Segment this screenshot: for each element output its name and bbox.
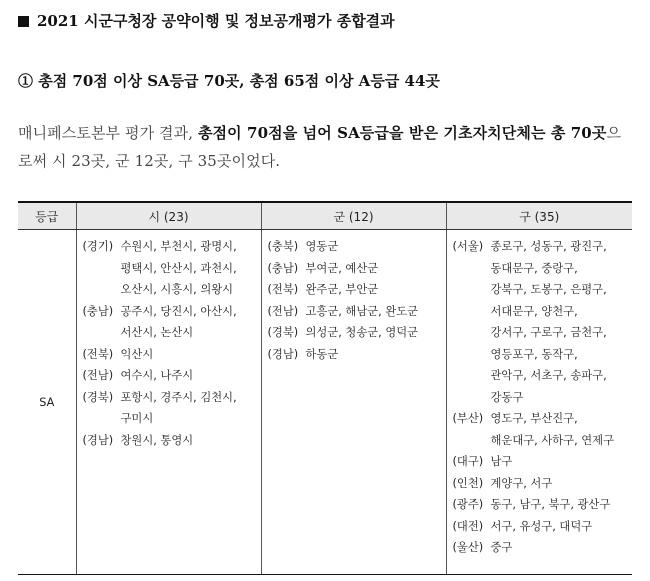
district-lines bbox=[491, 494, 633, 516]
region-label: (경남) bbox=[267, 347, 299, 361]
district-lines bbox=[491, 537, 633, 559]
region-label: (울산) bbox=[452, 541, 484, 554]
header-si: 시 (23) bbox=[76, 202, 261, 230]
district-line: 부여군, 예산군 bbox=[305, 261, 379, 275]
header-gu: 구 (35) bbox=[446, 202, 632, 230]
region-group bbox=[268, 301, 446, 323]
district-lines bbox=[491, 473, 633, 495]
district-line: 강동구 bbox=[490, 390, 524, 404]
region-group bbox=[83, 430, 261, 452]
region-label: (경남) bbox=[82, 433, 114, 447]
district-lines bbox=[121, 365, 261, 387]
summary-paragraph bbox=[18, 119, 634, 175]
region-group bbox=[453, 473, 633, 495]
district-lines bbox=[306, 301, 446, 323]
region-group bbox=[268, 236, 446, 258]
region-group bbox=[453, 494, 633, 516]
district-lines bbox=[491, 516, 633, 538]
region-label: (전남) bbox=[267, 304, 299, 318]
region-group bbox=[83, 236, 261, 301]
district-line: 영동군 bbox=[305, 240, 339, 253]
results-table bbox=[18, 201, 632, 575]
region-group bbox=[453, 236, 633, 408]
district-line: 영도구, 부산진구, bbox=[490, 412, 578, 425]
district-line: 중구 bbox=[490, 541, 513, 554]
region-group bbox=[453, 516, 633, 538]
district-lines bbox=[121, 344, 261, 366]
district-line: 공주시, 당진시, 아산시, bbox=[120, 304, 237, 318]
district-line: 해운대구, 사하구, 연제구 bbox=[490, 433, 614, 447]
header-gun: 군 (12) bbox=[261, 202, 446, 230]
district-line: 서산시, 논산시 bbox=[120, 326, 194, 339]
grade-cell: SA bbox=[18, 230, 76, 575]
district-line: 익산시 bbox=[120, 347, 154, 361]
region-group bbox=[453, 537, 633, 559]
district-line: 영등포구, 동작구, bbox=[490, 347, 578, 361]
region-label: (전북) bbox=[267, 283, 299, 296]
region-group bbox=[453, 451, 633, 473]
district-line: 동대문구, 중랑구, bbox=[490, 261, 578, 275]
district-lines bbox=[121, 301, 261, 344]
gun-list bbox=[268, 236, 446, 365]
district-line: 여수시, 나주시 bbox=[120, 369, 194, 382]
subsection-title: ① 총점 70점 이상 SA등급 70곳, 총점 65점 이상 A등급 44곳 bbox=[18, 72, 440, 90]
district-lines bbox=[491, 236, 633, 408]
region-label: (대전) bbox=[452, 519, 484, 533]
header-grade: 등급 bbox=[18, 202, 76, 230]
district-line: 계양구, 서구 bbox=[490, 476, 553, 490]
district-line: 의성군, 청송군, 영덕군 bbox=[305, 326, 419, 339]
region-label: (경기) bbox=[82, 240, 114, 253]
gun-cell bbox=[261, 230, 446, 575]
region-label: (전북) bbox=[82, 347, 114, 361]
region-group bbox=[453, 408, 633, 451]
summary-text-2: 으로써 시 23곳, 군 12곳, 구 35곳이었다. bbox=[18, 124, 622, 170]
gu-list bbox=[453, 236, 633, 559]
district-lines bbox=[121, 387, 261, 430]
region-group bbox=[83, 344, 261, 366]
district-line: 포항시, 경주시, 김천시, bbox=[120, 390, 237, 404]
district-line: 동구, 남구, 북구, 광산구 bbox=[490, 498, 611, 511]
table-row bbox=[18, 230, 632, 575]
district-lines bbox=[491, 451, 633, 473]
district-lines bbox=[306, 258, 446, 280]
region-label: (부산) bbox=[452, 412, 484, 425]
district-lines bbox=[306, 236, 446, 258]
district-lines bbox=[306, 344, 446, 366]
district-line: 종로구, 성동구, 광진구, bbox=[490, 240, 607, 253]
gu-cell bbox=[446, 230, 632, 575]
region-group bbox=[83, 365, 261, 387]
region-group bbox=[83, 387, 261, 430]
section-heading-text: 2021 시군구청장 공약이행 및 정보공개평가 종합결과 bbox=[37, 12, 395, 30]
region-label: (광주) bbox=[452, 498, 484, 511]
region-group bbox=[268, 258, 446, 280]
region-group bbox=[268, 344, 446, 366]
region-group bbox=[268, 322, 446, 344]
district-lines bbox=[491, 408, 633, 451]
district-line: 오산시, 시흥시, 의왕시 bbox=[120, 283, 234, 296]
district-lines bbox=[306, 322, 446, 344]
district-lines bbox=[121, 430, 261, 452]
district-line: 서대문구, 양천구, bbox=[490, 304, 578, 318]
district-lines bbox=[121, 236, 261, 301]
region-label: (인천) bbox=[452, 476, 484, 490]
region-label: (경북) bbox=[267, 326, 299, 339]
region-label: (충남) bbox=[267, 261, 299, 275]
district-line: 완주군, 부안군 bbox=[305, 283, 379, 296]
district-line: 구미시 bbox=[120, 412, 154, 425]
summary-highlight: 총점이 70점을 넘어 SA등급을 받은 기초자치단체는 총 70곳 bbox=[197, 124, 607, 142]
section-heading bbox=[18, 10, 395, 31]
district-line: 서구, 유성구, 대덕구 bbox=[490, 519, 593, 533]
region-label: (전남) bbox=[82, 369, 114, 382]
square-bullet-icon bbox=[18, 16, 29, 27]
district-line: 수원시, 부천시, 광명시, bbox=[120, 240, 237, 253]
district-line: 관악구, 서초구, 송파구, bbox=[490, 369, 607, 382]
district-line: 평택시, 안산시, 과천시, bbox=[120, 261, 237, 275]
region-label: (충북) bbox=[267, 240, 299, 253]
district-line: 창원시, 통영시 bbox=[120, 433, 194, 447]
summary-text-1: 매니페스토본부 평가 결과, bbox=[18, 124, 198, 142]
district-line: 남구 bbox=[490, 455, 513, 468]
table-header-row bbox=[18, 202, 632, 230]
district-line: 하동군 bbox=[305, 347, 339, 361]
region-label: (충남) bbox=[82, 304, 114, 318]
region-label: (대구) bbox=[452, 455, 484, 468]
region-group bbox=[83, 301, 261, 344]
district-line: 강북구, 도봉구, 은평구, bbox=[490, 283, 607, 296]
district-line: 고흥군, 해남군, 완도군 bbox=[305, 304, 419, 318]
region-group bbox=[268, 279, 446, 301]
si-list bbox=[83, 236, 261, 451]
region-label: (경북) bbox=[82, 390, 114, 404]
si-cell bbox=[76, 230, 261, 575]
results-table-wrapper bbox=[18, 201, 632, 575]
district-lines bbox=[306, 279, 446, 301]
district-line: 강서구, 구로구, 금천구, bbox=[490, 326, 607, 339]
region-label: (서울) bbox=[452, 240, 484, 253]
